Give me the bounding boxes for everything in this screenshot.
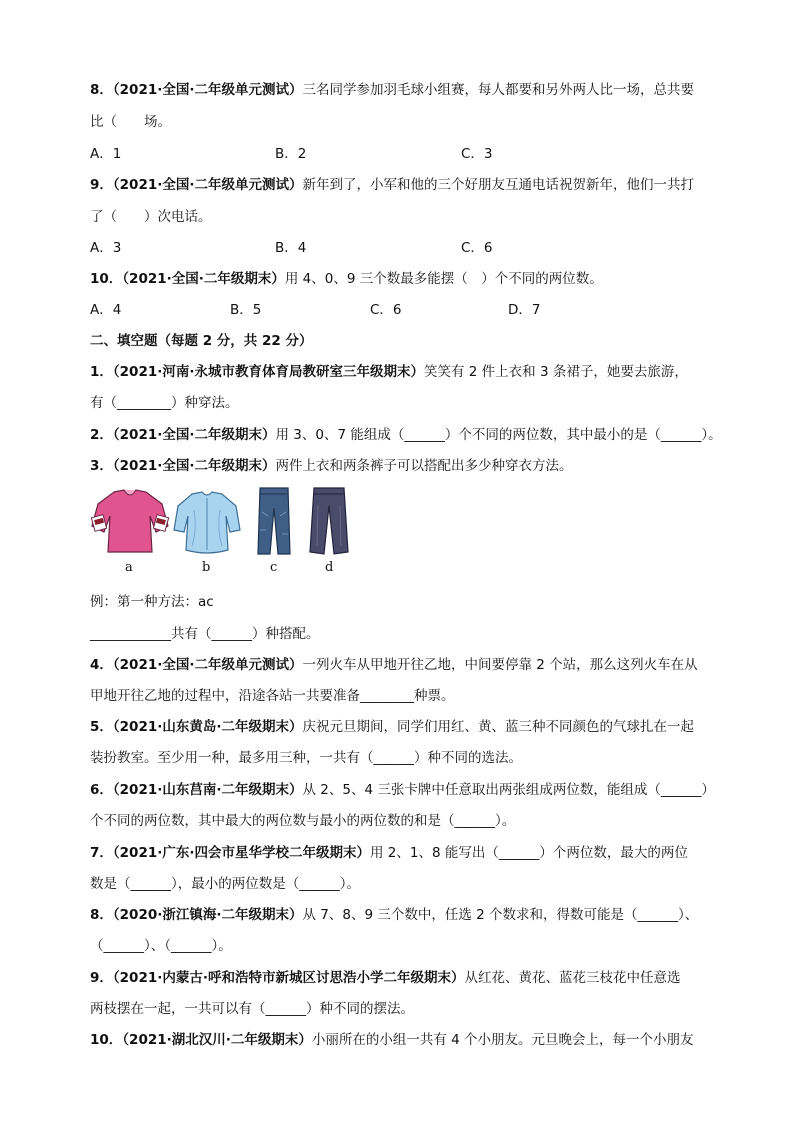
blue-blouse-image (172, 490, 242, 556)
option-a: A．1 (90, 146, 122, 162)
option-d: D．7 (508, 302, 541, 318)
question-text: 庆祝元旦期间，同学们用红、黄、蓝三种不同颜色的气球扎在一起 (302, 719, 694, 735)
question-source: （2021·全国·二年级单元测试） (112, 177, 303, 193)
fill-question-9-cont: 两枝摆在一起，一共可以有（______）种不同的摆法。 (90, 1001, 414, 1017)
fill-question-2 (90, 425, 722, 445)
option-c: C．6 (370, 302, 402, 318)
question-number: 8． (90, 82, 113, 98)
question-number: 9． (90, 177, 113, 193)
question-source: （2021·广东·四会市星华学校二年级期末） (112, 845, 370, 861)
section-heading: 二、填空题（每题 2 分，共 22 分） (90, 333, 313, 349)
question-10 (90, 269, 603, 289)
question-9 (90, 175, 694, 195)
option-a: A．4 (90, 302, 122, 318)
question-text: 笑笑有 2 件上衣和 3 条裙子，她要去旅游， (424, 364, 688, 380)
question-number: 10． (90, 271, 123, 287)
figure-label-c: c (270, 560, 278, 575)
question-text: 从 2、5、4 三张卡牌中任意取出两张组成两位数，能组成（______） (302, 782, 715, 798)
question-text: 从红花、黄花、蓝花三枝花中任意选 (464, 970, 681, 986)
question-9-cont: 了（ ）次电话。 (90, 209, 212, 225)
fill-question-1-cont: 有（________）种穿法。 (90, 395, 239, 411)
question-8-cont: 比（ 场。 (90, 114, 171, 130)
question-source: （2021·全国·二年级期末） (112, 458, 276, 474)
question-number: 2． (90, 427, 113, 443)
question-source: （2021·山东黄岛·二年级期末） (112, 719, 303, 735)
question-source: （2021·湖北汉川·二年级期末） (122, 1032, 312, 1048)
option-b: B．2 (275, 146, 307, 162)
question-text: 用 2、1、8 能写出（______）个两位数，最大的两位 (370, 845, 688, 861)
question-source: （2021·河南·永城市教育体育局教研室三年级期末） (112, 364, 424, 380)
option-b: B．5 (230, 302, 262, 318)
question-text: 新年到了，小军和他的三个好朋友互通电话祝贺新年，他们一共打 (302, 177, 694, 193)
question-number: 7． (90, 845, 113, 861)
fill-question-5-cont: 装扮教室。至少用一种，最多用三种，一共有（______）种不同的选法。 (90, 750, 522, 766)
question-source: （2021·内蒙古·呼和浩特市新城区讨思浩小学二年级期末） (112, 970, 465, 986)
option-c: C．6 (461, 240, 493, 256)
option-c: C．3 (461, 146, 493, 162)
question-number: 6． (90, 782, 113, 798)
question-text: 用 4、0、9 三个数最多能摆（ ）个不同的两位数。 (284, 271, 603, 287)
fill-question-8-cont: （______）、（______）。 (90, 938, 232, 954)
figure-label-a: a (125, 560, 133, 575)
fill-question-4-cont: 甲地开往乙地的过程中，沿途各站一共要准备________种票。 (90, 688, 455, 704)
question-source: （2021·全国·二年级期末） (122, 271, 285, 287)
question-number: 5． (90, 719, 113, 735)
figure-label-d: d (325, 560, 334, 575)
fill-question-7 (90, 843, 688, 863)
question-text: 两件上衣和两条裤子可以搭配出多少种穿衣方法。 (275, 458, 573, 474)
question-text: 三名同学参加羽毛球小组赛，每人都要和另外两人比一场，总共要 (302, 82, 694, 98)
question-number: 10． (90, 1032, 123, 1048)
question-text: 用 3、0、7 能组成（______）个不同的两位数，其中最小的是（______）。 (275, 427, 722, 443)
fill-question-10 (90, 1030, 694, 1050)
question-text: 从 7、8、9 三个数中，任选 2 个数求和，得数可能是（______）、 (302, 907, 699, 923)
figure-label-b: b (202, 560, 211, 575)
fill-question-6 (90, 780, 715, 800)
option-a: A．3 (90, 240, 122, 256)
answer-line: ____________共有（______）种搭配。 (90, 626, 320, 642)
jeans-image (256, 486, 292, 556)
fill-question-3 (90, 456, 573, 476)
question-8 (90, 80, 694, 100)
question-number: 1． (90, 364, 113, 380)
fill-question-4 (90, 655, 698, 675)
fill-question-9 (90, 968, 681, 988)
question-source: （2021·全国·二年级期末） (112, 427, 276, 443)
fill-question-5 (90, 717, 694, 737)
question-number: 3． (90, 458, 113, 474)
example-text: 例：第一种方法：ac (90, 594, 214, 610)
question-source: （2020·浙江镇海·二年级期末） (112, 907, 303, 923)
fill-question-8 (90, 905, 698, 925)
pink-sweater-image (90, 486, 170, 556)
question-number: 8． (90, 907, 113, 923)
question-text: 小丽所在的小组一共有 4 个小朋友。元旦晚会上，每一个小朋友 (311, 1032, 694, 1048)
option-b: B．4 (275, 240, 307, 256)
fill-question-6-cont: 个不同的两位数，其中最大的两位数与最小的两位数的和是（______）。 (90, 813, 516, 829)
question-source: （2021·山东莒南·二年级期末） (112, 782, 303, 798)
question-source: （2021·全国·二年级单元测试） (112, 82, 303, 98)
question-text: 一列火车从甲地开往乙地，中间要停靠 2 个站，那么这列火车在从 (302, 657, 698, 673)
question-number: 4． (90, 657, 113, 673)
fill-question-1 (90, 362, 688, 382)
grey-pants-image (308, 486, 350, 556)
question-number: 9． (90, 970, 113, 986)
fill-question-7-cont: 数是（______），最小的两位数是（______）。 (90, 876, 360, 892)
question-source: （2021·全国·二年级单元测试） (112, 657, 303, 673)
